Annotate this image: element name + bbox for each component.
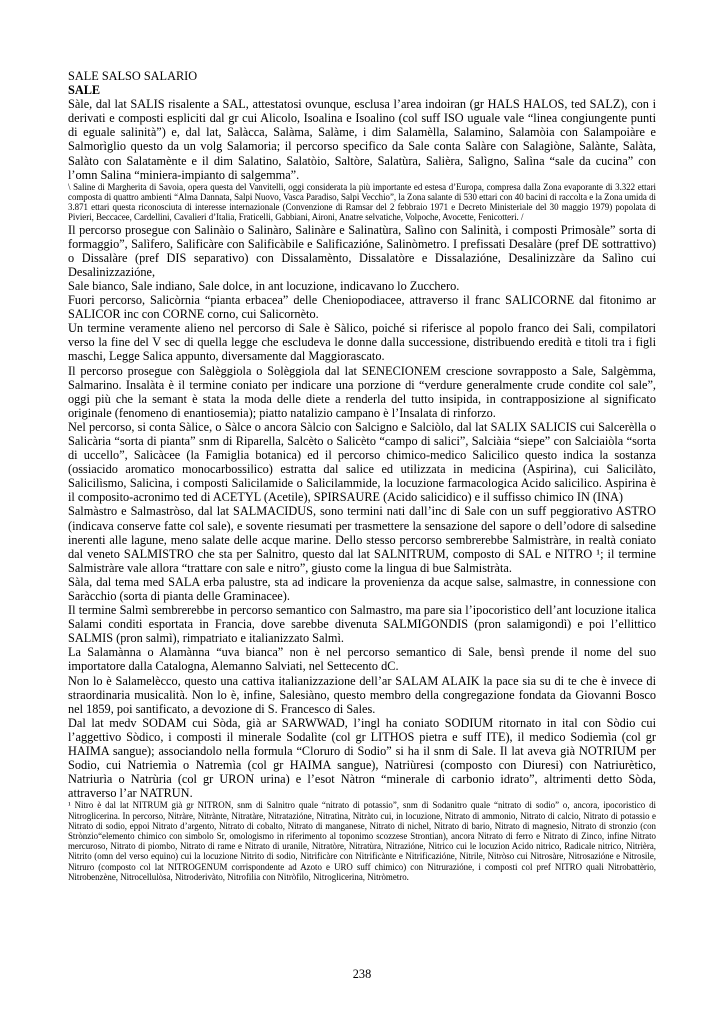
paragraph: Sàla, dal tema med SALA erba palustre, sta ad indicare la provenienza da acque salse, salmastre, in connessione con Saràcchio (sorta di pianta delle Graminacee).: [68, 574, 656, 603]
paragraph: Nel percorso, si conta Sàlice, o Sàlce o ancora Sàlcio con Salcigno e Salciòlo, dal lat SALIX SALICIS cui Salcerèlla o Salicària “sorta di pianta” snm di Riparella, Salcèto o Salicèto “campo di salici”, Salciàia “siepe” con Salciaiòla “sorta di uccello”, Salicàcee (la Famiglia botanica) ed il percorso chimico-medico Salicilico questo indica la sostanza (ossiacido aromatico monocarbossilico) estratta dal salice ed utilizzata in medicina (Aspirina), cui Salicilàto, Salicilìsmo, Salicìna, i composti Salicilamide o Salicilammide, la locuzione farmacologica Acido salicilico. Aspirina è il composito-acronimo ted di ACETYL (Acetile), SPIRSAURE (Acido salicidico) e il suffisso chimico IN (INA): [68, 419, 656, 505]
paragraph: La Salamànna o Alamànna “uva bianca” non è nel percorso semantico di Sale, bensì prende il nome del suo importatore dalla Catalogna, Alemanno Salviati, nel Settecento dC.: [68, 645, 656, 674]
paragraph: Sale bianco, Sale indiano, Sale dolce, in ant locuzione, indicavano lo Zucchero.: [68, 278, 460, 293]
paragraph: Sàle, dal lat SALIS risalente a SAL, attestatosi ovunque, esclusa l’area indoiran (gr HALS HALOS, ted SALZ), con i derivati e composti espliciti dal gr cui Alicolo, Isoalina e Isoalino (col suff ISO uguale vale “linea congiungente punti di eguale salinità”) e, dal lat, Salàcca, Salàma, Salàme, i dim Salamèlla, Salamino, Salamòia con Salampoiàre e Salmorìglio questo da un volg Salamoria; il percorso specifico da Sale conta Salàre con Salagiòne, Salànte, Salàta, Salàto con Salatamènte e il dim Salatino, Salatòio, Saltòre, Salatùra, Salièra, Salìgno, Salìna “sale da cucina” con l’omn Salina “miniera-impianto di salgemma”.: [68, 97, 656, 182]
paragraph: Fuori percorso, Salicòrnia “pianta erbacea” delle Cheniopodiacee, attraverso il franc SALICORNE dal fitonimo ar SALICOR inc con CORNE corno, cui Salicornèto.: [68, 293, 656, 322]
footnote: ¹ Nitro è dal lat NITRUM già gr NITRON, snm di Salnitro quale “nitrato di potassio”, snm di Sodanitro quale “nitrato di sodio” o, ancora, ipocoristico di Nitroglicerina. In percorso, Nitràre, Nitrànte, Nitratàre, Nitratazióne, Nitratìna, Nitràto cui, in locuzione, Nitrato di ammonio, Nitrato di calcio, Nitrato di potassio e Nitrato di sodio, eppoi Nitrato d’argento, Nitrato di cobalto, Nitrato di manganese, Nitrato di nichel, Nitrato di bario, Nitrato di magnesio, Nitrato di stronzio (con Strònzio“elemento chimico con simbolo Sr, omologismo in riferimento al toponimo scozzese Strontian), ancora Nitrato di ferro e Nitrato di Zinco, infine Nitrato mercuroso, Nitrato di piombo, Nitrato di rame e Nitrato di uranile, Nitratòre, Nitratùra, Nitrazióne, Nitrico cui le locuzion Acido nitrico, Radicale nitrico, Nitrièra, Nitrito (omn del verso equino) cui la locuzione Nitrito di sodio, Nitrificàre con Nitrificànte e Nitrificazióne, Nitrile, Nitròso cui Nitrosàre, Nitrosazióne e Nitrosile, Nitruro (composto col lat NITROGENUM corrispondente ad Azoto e URO suff chimico) con Nitrurazióne, i composti col pref NITRO quali Nitrobattèrio, Nitrobenzène, Nitrocellulòsa, Nitroderivàto, Nitrofilia con Nitròfilo, Nitroglicerina, Nitròmetro.: [68, 800, 656, 882]
document-page: [68, 69, 656, 882]
paragraph: Non lo è Salamelècco, questo una cattiva italianizzazione dell’ar SALAM ALAIK la pace sia su di te che è invece di straordinaria musicalità. Non lo è, infine, Salesiàno, questo membro della congregazione fondata da Giovanni Bosco nel 1859, poi santificato, a devozione di S. Francesco di Sales.: [68, 673, 656, 716]
paragraph: Dal lat medv SODAM cui Sòda, già ar SARWWAD, l’ingl ha coniato SODIUM ritornato in ital con Sòdio cui l’aggettivo Sòdico, i composti il minerale Sodalìte (col gr LITHOS pietra e suff ITE), il medico Sodiemìa (col gr HAIMA sangue); associandolo nella formula “Cloruro di Sodio” si ha il snm di Sale. Il lat aveva già NOTRIUM per Sodio, cui Natriemìa o Natremìa (col gr HAIMA sangue), Natriùresi (composto con Diuresi) con Natriurètico, Natriurìa o Natrùria (col gr URON urina) e l’esot Nàtron “minerale di carbonio idrato”, altrimenti detto Sòda, attraverso l’ar NATRUN.: [68, 715, 656, 801]
paragraph: Il percorso prosegue con Salinàio o Salinàro, Salinàre e Salinatùra, Salìno con Salinità, i composti Primosàle” sorta di formaggio”, Salìfero, Salificàre con Salificàbile e Salificazióne, Salinòmetro. I prefissati Desalàre (pref DE sottrattivo) o Dissalàre (pref DIS separativo) con Dissalamènto, Dissalatòre e Dissalazióne, Desalinizzàre da Salìno cui Desalinizzazióne,: [68, 222, 656, 279]
inline-note: \ Saline di Margherita di Savoia, opera questa del Vanvitelli, oggi considerata la più importante ed estesa d’Europa, compresa dalla Zona evaporante di 3.322 ettari composta di quattro ambienti “Alma Dannata, Salpi Nuovo, Vasca Paradiso, Salpi Vecchio”, la Zona salante di 530 ettari con 40 bacini di raccolta e la Zona umida di 3.871 ettari questa riconosciuta di interesse internazionale (Convenzione di Ramsar del 2 febbraio 1971 e Decreto Ministeriale del 30 maggio 1979) popolata di Pivieri, Beccacee, Cardellini, Cavalieri d’Italia, Fraticelli, Gabbiani, Aironi, Anatre selvatiche, Volpoche, Avocette, Fenicotteri. /: [68, 181, 656, 223]
page-heading: SALE SALSO SALARIO: [68, 69, 198, 83]
paragraph: Il percorso prosegue con Salèggiola o Solèggiola dal lat SENECIONEM crescione sovrapposto a Sale, Salgèmma, Salmarino. Insalàta è il termine coniato per indicare una porzione di “verdure generalmente crude condite col sale”, oggi più che la semant è stata la moda delle diete a renderla del tutto insipida, in contrapposizione al significato originale (fenomeno di enantiosemia); piatto natalizio campano è l’Insalata di rinforzo.: [68, 363, 656, 420]
paragraph: Il termine Salmì sembrerebbe in percorso semantico con Salmastro, ma pare sia l’ipocoristico dell’ant locuzione italica Salami conditi esportata in Francia, dove sarebbe divenuta SALMIGONDIS (pron salamigondì) e poi l’ellittico SALMIS (pron salmì), rimpatriato e italianizzato Salmì.: [68, 603, 656, 646]
paragraph: Salmàstro e Salmastròso, dal lat SALMACIDUS, sono termini nati dall’inc di Sale con un suff peggiorativo ASTRO (indicava conserve fatte col sale), e sovente riesumati per trasmettere la sensazione del sapore o dell’odore di salsedine inerenti alle lagune, meno salate delle acque marine. Dello stesso percorso sembrerebbe Salmistràre, in realtà coniato dal veneto SALMISTRO che sta per Salnitro, questo dal lat SALNITRUM, composto di SAL e NITRO ¹; il termine Salmistràre vale allora “trattare con sale e nitro”, giusto come la lingua di bue Salmistràta.: [68, 504, 656, 575]
paragraph: Un termine veramente alieno nel percorso di Sale è Sàlico, poiché si riferisce al popolo franco dei Sali, compilatori verso la fine del V sec di quella legge che escludeva le donne dalla successione, distribuendo eredità e titoli tra i figli maschi, Legge Salica appunto, diversamente dal Maggiorascato.: [68, 321, 656, 364]
page-number: 238: [352, 967, 372, 981]
section-heading: SALE: [68, 83, 101, 98]
